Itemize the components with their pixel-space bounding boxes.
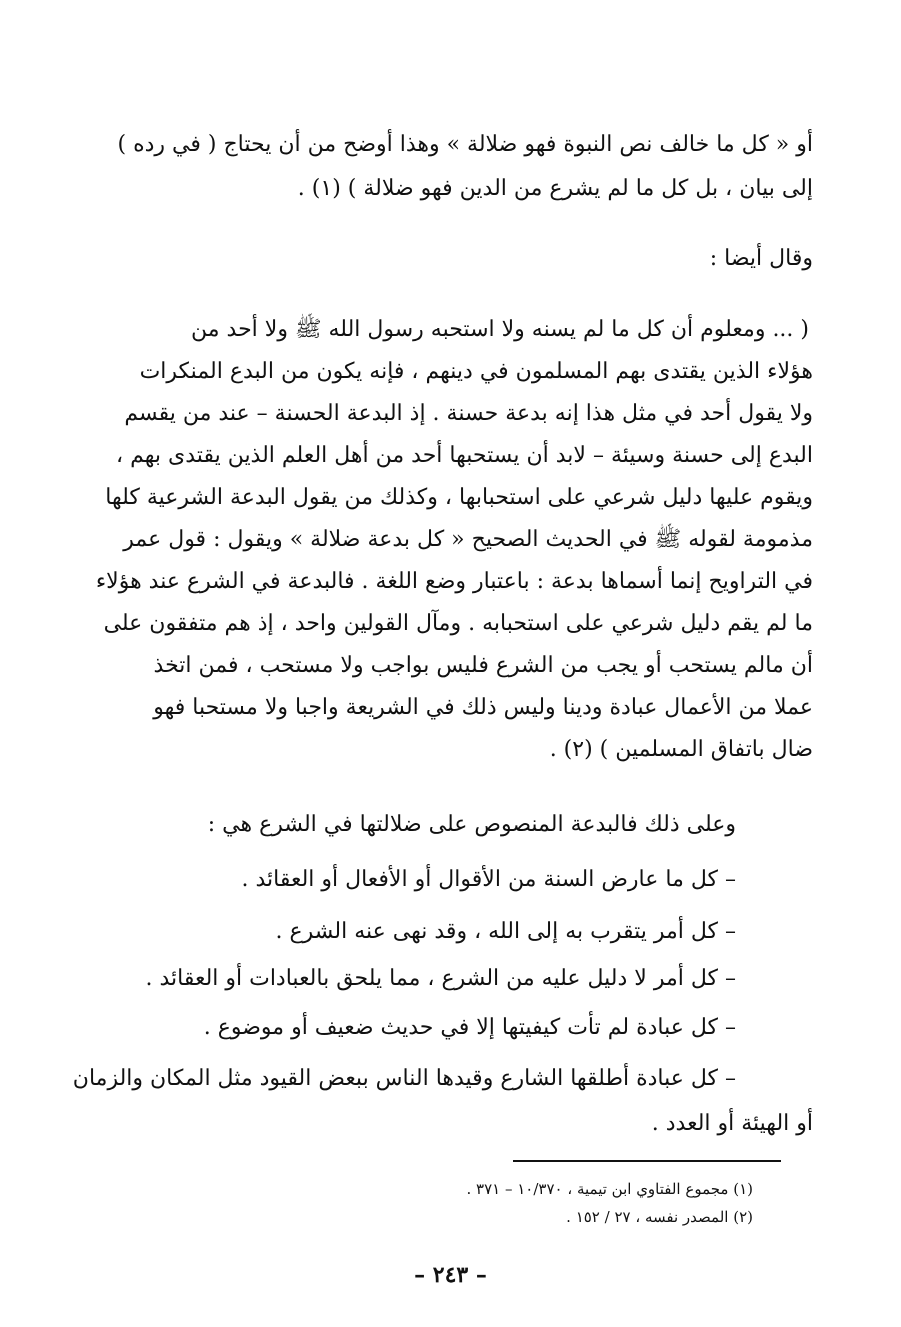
footnote: (١) مجموع الفتاوي ابن تيمية ، ١٠/٣٧٠ – ٣٧١ . [466, 1180, 753, 1198]
quote-text-line: في التراويح إنما أسماها بدعة : باعتبار وضع اللغة . فالبدعة في الشرع عند هؤلاء [95, 569, 813, 594]
quote-text-line: هؤلاء الذين يقتدى بهم المسلمون في دينهم ، فإنه يكون من البدع المنكرات [139, 359, 813, 384]
quote-text-line: ولا يقول أحد في مثل هذا إنه بدعة حسنة . إذ البدعة الحسنة – عند من يقسم [124, 401, 813, 426]
quote-text-line: ما لم يقم دليل شرعي على استحبابه . ومآل القولين واحد ، إذ هم متفقون على [103, 611, 813, 636]
list-item: – كل عبادة أطلقها الشارع وقيدها الناس ببعض القيود مثل المكان والزمان [72, 1066, 736, 1091]
quote-text-line: مذمومة لقوله ﷺ في الحديث الصحيح « كل بدعة ضلالة » ويقول : قول عمر [123, 527, 813, 552]
quote-text-line: ( ... ومعلوم أن كل ما لم يسنه ولا استحبه رسول الله ﷺ ولا أحد من [191, 317, 809, 342]
list-item: – كل أمر يتقرب به إلى الله ، وقد نهى عنه الشرع . [275, 919, 736, 944]
list-item: – كل عبادة لم تأت كيفيتها إلا في حديث ضعيف أو موضوع . [203, 1015, 736, 1040]
list-intro: وعلى ذلك فالبدعة المنصوص على ضلالتها في الشرع هي : [207, 812, 736, 837]
quote-text-line: أن مالم يستحب أو يجب من الشرع فليس بواجب ولا مستحب ، فمن اتخذ [153, 653, 813, 678]
body-text-line: إلى بيان ، بل كل ما لم يشرع من الدين فهو ضلالة ) (١) . [297, 176, 813, 201]
quote-text-line: ضال باتفاق المسلمين ) (٢) . [549, 737, 813, 762]
footnote: (٢) المصدر نفسه ، ٢٧ / ١٥٢ . [566, 1208, 753, 1226]
section-heading: وقال أيضا : [709, 246, 813, 271]
list-item: – كل أمر لا دليل عليه من الشرع ، مما يلحق بالعبادات أو العقائد . [145, 966, 736, 991]
page-number: – ٢٤٣ – [414, 1262, 487, 1288]
body-text-line: أو « كل ما خالف نص النبوة فهو ضلالة » وهذا أوضح من أن يحتاج ( في رده ) [117, 132, 813, 157]
quote-text-line: ويقوم عليها دليل شرعي على استحبابها ، وكذلك من يقول البدعة الشرعية كلها [105, 485, 813, 510]
quote-text-line: عملا من الأعمال عبادة ودينا وليس ذلك في الشريعة واجبا ولا مستحبا فهو [153, 695, 813, 720]
quote-text-line: البدع إلى حسنة وسيئة – لابد أن يستحبها أحد من أهل العلم الذين يقتدى بهم ، [116, 443, 813, 468]
list-item: – كل ما عارض السنة من الأقوال أو الأفعال أو العقائد . [241, 867, 736, 892]
list-item-continuation: أو الهيئة أو العدد . [651, 1111, 813, 1136]
footnote-separator [513, 1160, 781, 1162]
